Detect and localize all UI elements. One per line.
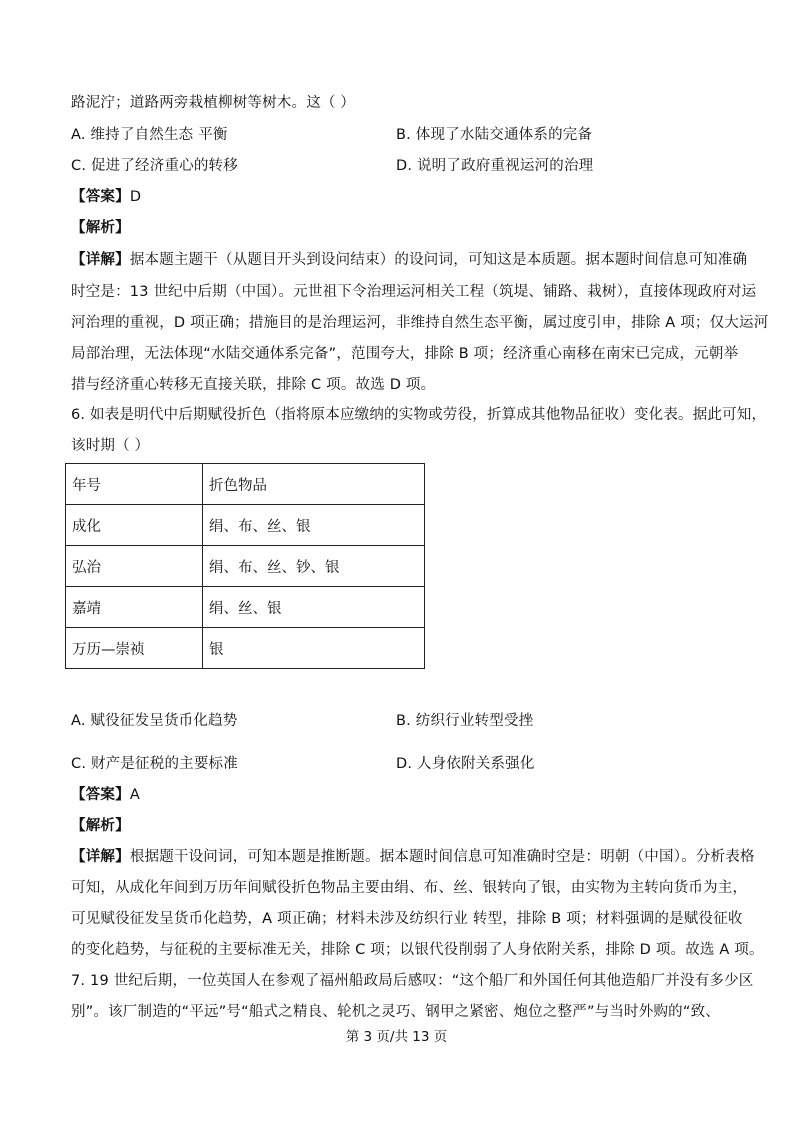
table-row xyxy=(66,628,425,669)
q6-table xyxy=(65,463,425,669)
q7-stem-line-2: 别”。该厂制造的“平远”号“船式之精良、轮机之灵巧、钢甲之紧密、炮位之整严”与当时外购的“致、 xyxy=(71,1004,720,1020)
page-footer: 第 3 页/共 13 页 xyxy=(345,1029,448,1045)
q6-answer-value: A xyxy=(129,787,140,803)
q6-detail-line-3: 可见赋役征发呈货币化趋势，A 项正确；材料未涉及纺织行业 转型，排除 B 项；材料强调的是赋役征收 xyxy=(71,911,743,927)
table-row xyxy=(66,587,425,628)
q6-detail-text-1: 根据题干设问词，可知本题是推断题。据本题时间信息可知准确时空是：明朝（中国）。分析表格 xyxy=(129,849,755,865)
q5-stem-tail: 路泥泞；道路两旁栽植柳树等树木。这（ ） xyxy=(71,95,356,111)
q5-answer-value: D xyxy=(129,189,142,205)
q7-stem-line-1: 7. 19 世纪后期，一位英国人在参观了福州船政局后感叹：“这个船厂和外国任何其他造船厂并没有多少区 xyxy=(71,973,754,989)
q5-option-a: A. 维持了自然生态 平衡 xyxy=(71,127,228,143)
table-header-row xyxy=(66,464,425,505)
q5-option-d: D. 说明了政府重视运河的治理 xyxy=(396,158,594,174)
q6-detail-line-4: 的变化趋势，与征税的主要标准无关，排除 C 项；以银代役削弱了人身依附关系，排除 D 项。故选 A 项。 xyxy=(71,942,764,958)
q5-answer-label: 【答案】 xyxy=(71,189,130,205)
q6-detail-line-1 xyxy=(71,847,755,867)
table-cell: 银 xyxy=(203,628,425,669)
table-cell: 成化 xyxy=(66,505,203,546)
q6-answer-label: 【答案】 xyxy=(71,787,130,803)
table-header-cell: 折色物品 xyxy=(203,464,425,505)
q6-option-d: D. 人身依附关系强化 xyxy=(396,756,535,772)
table-header-cell: 年号 xyxy=(66,464,203,505)
q5-detail-line-2: 时空是：13 世纪中后期（中国）。元世祖下令治理运河相关工程（筑堤、铺路、栽树），直接体现政府对运 xyxy=(71,284,757,300)
table-row xyxy=(66,505,425,546)
q6-stem-line-2: 该时期（ ） xyxy=(71,438,150,454)
table-cell: 万历—崇祯 xyxy=(66,628,203,669)
table-cell: 绢、丝、银 xyxy=(203,587,425,628)
q6-analysis-label: 【解析】 xyxy=(71,818,130,834)
q5-analysis-label: 【解析】 xyxy=(71,220,130,236)
q6-detail-line-2: 可知，从成化年间到万历年间赋役折色物品主要由绢、布、丝、银转向了银，由实物为主转向货币为主， xyxy=(71,880,748,896)
q5-option-c: C. 促进了经济重心的转移 xyxy=(71,158,238,174)
q6-option-c: C. 财产是征税的主要标准 xyxy=(71,756,238,772)
q5-detail-line-1 xyxy=(71,250,747,270)
q6-stem-line-1: 6. 如表是明代中后期赋役折色（指将原本应缴纳的实物或劳役，折算成其他物品征收）变化表。据此可知， xyxy=(71,407,767,423)
q5-detail-text-1: 据本题主题干（从题目开头到设问结束）的设问词，可知这是本质题。据本题时间信息可知准确 xyxy=(129,252,748,268)
table-cell: 弘治 xyxy=(66,546,203,587)
table-cell: 嘉靖 xyxy=(66,587,203,628)
q6-option-b: B. 纺织行业转型受挫 xyxy=(396,713,534,729)
q5-answer xyxy=(71,187,141,207)
q5-detail-line-4: 局部治理，无法体现“水陆交通体系完备”，范围夸大，排除 B 项；经济重心南移在南宋已完成，元朝举 xyxy=(71,346,739,362)
table-cell: 绢、布、丝、钞、银 xyxy=(203,546,425,587)
q5-detail-line-3: 河治理的重视，D 项正确；措施目的是治理运河，非维持自然生态平衡，属过度引申，排除 A 项；仅大运河 xyxy=(71,315,769,331)
table-cell: 绢、布、丝、银 xyxy=(203,505,425,546)
q6-answer xyxy=(71,785,140,805)
q5-detail-line-5: 措与经济重心转移无直接关联，排除 C 项。故选 D 项。 xyxy=(71,377,436,393)
table-row xyxy=(66,546,425,587)
q5-detail-label: 【详解】 xyxy=(71,252,130,268)
q6-option-a: A. 赋役征发呈货币化趋势 xyxy=(71,713,238,729)
q5-option-b: B. 体现了水陆交通体系的完备 xyxy=(396,127,593,143)
q6-detail-label: 【详解】 xyxy=(71,849,130,865)
